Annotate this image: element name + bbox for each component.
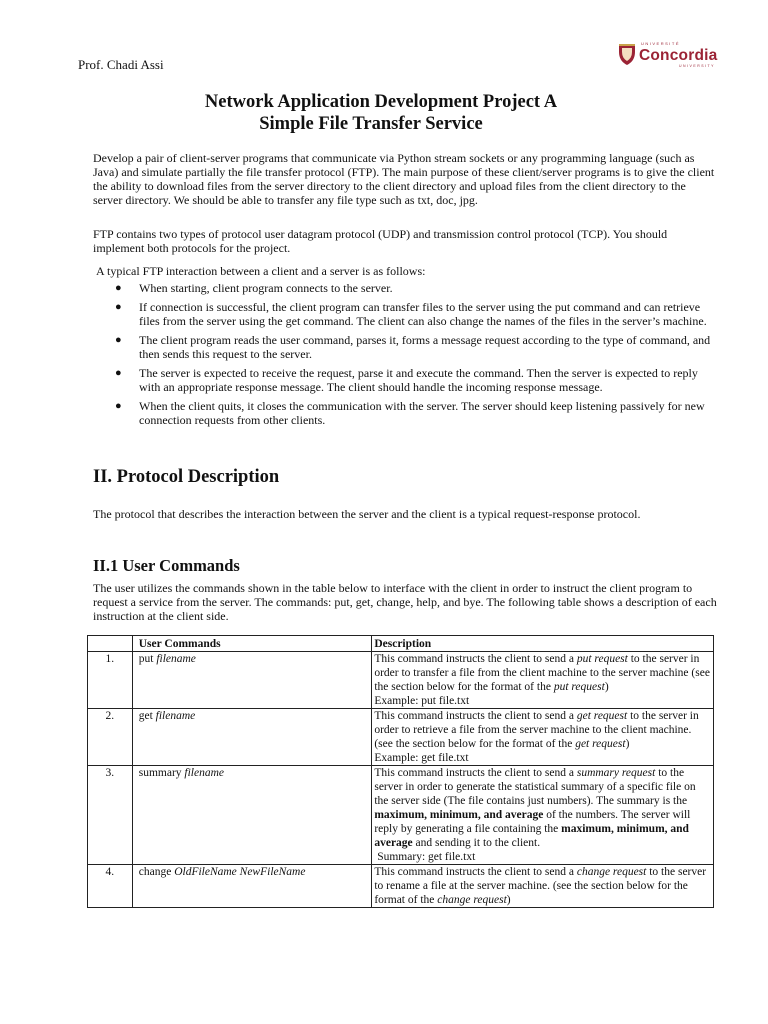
bullet-icon: ● <box>115 282 122 294</box>
bullet-icon: ● <box>115 334 122 346</box>
list-item: ● The server is expected to receive the request, parse it and execute the command. Then the server is expected to reply with an appropriate response message. The client should handle the incoming response message. <box>115 366 698 394</box>
ftp-interaction-list <box>113 281 713 432</box>
row-number: 4. <box>88 865 133 908</box>
header-cell-user-commands: User Commands <box>132 636 372 652</box>
logo-universite: UNIVERSITÉ <box>641 41 681 46</box>
list-item: ● When starting, client program connects to the server. <box>115 281 393 295</box>
table-row <box>88 652 714 709</box>
bullet-icon: ● <box>115 367 122 379</box>
concordia-crest-icon <box>617 42 637 66</box>
row-number: 2. <box>88 709 133 766</box>
list-item: ● If connection is successful, the client program can transfer files to the server using the put command and can retrieve files from the server using the get command. The client can also change the names of the files in the server’s machine. <box>115 300 707 328</box>
header-cell-description: Description <box>372 636 714 652</box>
table-row <box>88 766 714 865</box>
intro-paragraph-1: Develop a pair of client-server programs that communicate via Python stream sockets or any programming language (such as Java) and simulate partially the file transfer protocol (FTP). The main purpose of these client/server programs is to give the client the ability to download files from the server directory to the client directory and upload files from the client directory to the server directory. We should be able to transfer any file type such as txt, doc, jpg. <box>93 151 715 207</box>
list-item: ● When the client quits, it closes the communication with the server. The server should keep listening passively for new connection requests from other clients. <box>115 399 705 427</box>
row-description: This command instructs the client to send a get request to the server in order to retrieve a file from the server machine to the client machine. (see the section below for the format of the get request) Example: get file.txt <box>372 709 714 766</box>
bullet-icon: ● <box>115 400 122 412</box>
list-item: ● The client program reads the user command, parses it, forms a message request according to the type of command, and then sends this request to the server. <box>115 333 711 361</box>
logo-wordmark: Concordia <box>639 47 718 64</box>
row-number: 1. <box>88 652 133 709</box>
row-number: 3. <box>88 766 133 865</box>
section-heading-user-commands: II.1 User Commands <box>93 556 240 575</box>
row-command: put filename <box>132 652 372 709</box>
table-header-row <box>88 636 714 652</box>
doc-title-line1: Network Application Development Project A <box>204 92 558 112</box>
row-command: summary filename <box>132 766 372 865</box>
protocol-paragraph: The protocol that describes the interaction between the server and the client is a typical request-response protocol. <box>93 507 641 521</box>
header-cell-number <box>88 636 133 652</box>
row-description: This command instructs the client to send a summary request to the server in order to generate the statistical summary of a specific file on the server side (The file contains just numbers). The summary is the maximum, minimum, and average of the numbers. The server will reply by generating a file containing the maximum, minimum, and average and sending it to the client. Summary: get file.txt <box>372 766 714 865</box>
user-commands-paragraph: The user utilizes the commands shown in the table below to interface with the client in order to instruct the client program to request a service from the server. The commands: put, get, change, help, and bye. The following table shows a description of each instruction at the client side. <box>93 581 717 623</box>
university-logo <box>617 40 718 70</box>
row-description: This command instructs the client to send a put request to the server in order to transfer a file from the client machine to the server machine (see the section below for the format of the put request) Example: put file.txt <box>372 652 714 709</box>
section-heading-protocol: II. Protocol Description <box>93 467 280 487</box>
row-description: This command instructs the client to send a change request to the server to rename a file at the server machine. (see the section below for the format of the change request) <box>372 865 714 908</box>
table-row <box>88 865 714 908</box>
intro-paragraph-2: FTP contains two types of protocol user datagram protocol (UDP) and transmission control protocol (TCP). You should implement both protocols for the project. <box>93 227 668 255</box>
row-command: change OldFileName NewFileName <box>132 865 372 908</box>
table-row <box>88 709 714 766</box>
row-command: get filename <box>132 709 372 766</box>
logo-university: UNIVERSITY <box>679 64 716 68</box>
user-commands-table <box>87 635 714 908</box>
doc-title-line2: Simple File Transfer Service <box>259 114 483 134</box>
author-name: Prof. Chadi Assi <box>78 57 164 72</box>
intro-paragraph-3: A typical FTP interaction between a client and a server is as follows: <box>96 264 426 278</box>
bullet-icon: ● <box>115 301 122 313</box>
